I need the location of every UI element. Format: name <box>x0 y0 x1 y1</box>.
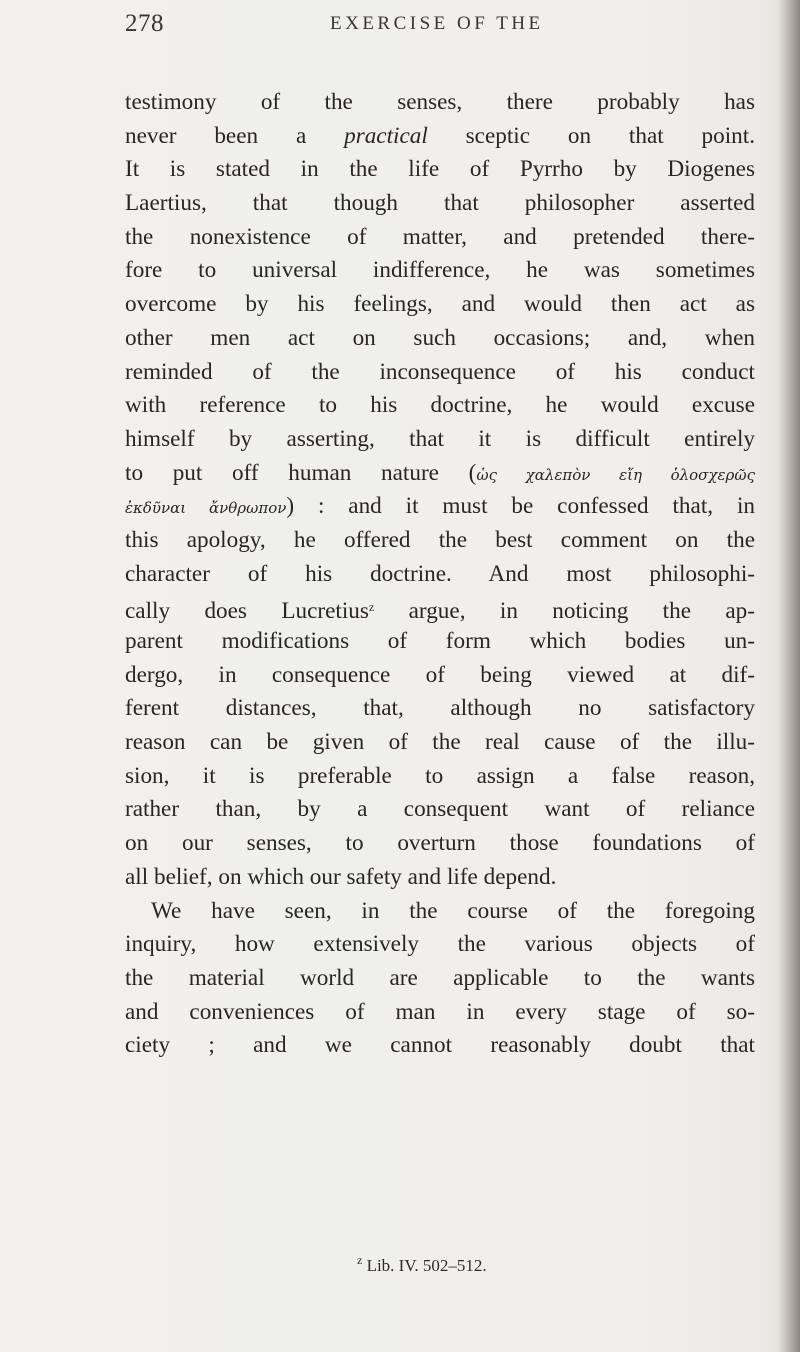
greek-quote: ἐκδῦναι ἄνθρωπον <box>125 499 287 518</box>
text-line: to put off human nature (ὡς χαλεπὸν εἴη ὁλοσχερῶς <box>125 459 755 486</box>
text-line: and conveniences of man in every stage of so- <box>125 998 755 1025</box>
text-line: ferent distances, that, although no satisfactory <box>125 695 755 722</box>
text-line: fore to universal indifference, he was sometimes <box>125 257 755 284</box>
text-line: ciety ; and we cannot reasonably doubt that <box>125 1032 755 1059</box>
text-line: this apology, he offered the best comment on the <box>125 526 755 553</box>
page-number: 278 <box>125 10 164 37</box>
text-line: testimony of the senses, there probably has <box>125 89 755 115</box>
text-line: the nonexistence of matter, and pretended there- <box>125 223 755 250</box>
text-line: himself by asserting, that it is difficult entirely <box>125 425 755 452</box>
text-line: all belief, on which our safety and life depend. <box>125 863 557 890</box>
text-line: ἐκδῦναι ἄνθρωπον) : and it must be confessed that, in <box>125 493 755 520</box>
emphasis-text: practical <box>344 122 428 149</box>
footnote-text: Lib. IV. 502–512. <box>362 1256 487 1275</box>
text-line: Laertius, that though that philosopher asserted <box>125 190 755 217</box>
text-line: inquiry, how extensively the various objects of <box>125 931 755 958</box>
text-line: sion, it is preferable to assign a false reason, <box>125 762 755 789</box>
page-header <box>0 10 800 50</box>
text-line: character of his doctrine. And most philosophi- <box>125 560 755 587</box>
footnote-marker: z <box>368 600 375 615</box>
footnote <box>357 1253 487 1276</box>
greek-quote: ὡς χαλεπὸν εἴη ὁλοσχερῶς <box>476 465 755 484</box>
text-line: It is stated in the life of Pyrrho by Diogenes <box>125 156 755 183</box>
text-line: We have seen, in the course of the foregoing <box>151 897 755 924</box>
text-line: the material world are applicable to the wants <box>125 964 755 991</box>
body-text <box>125 86 755 1063</box>
text-line: never been a practical sceptic on that point. <box>125 122 755 149</box>
text-line: parent modifications of form which bodies un- <box>125 628 755 654</box>
text-line: other men act on such occasions; and, when <box>125 324 755 351</box>
text-line: reminded of the inconsequence of his conduct <box>125 358 755 385</box>
text-line: reason can be given of the real cause of the illu- <box>125 729 755 756</box>
text-line: on our senses, to overturn those foundations of <box>125 830 755 857</box>
footnote-marker: z <box>357 1253 363 1267</box>
page-edge-shadow <box>778 0 800 1352</box>
text-line: dergo, in consequence of being viewed at dif- <box>125 661 755 688</box>
text-line: overcome by his feelings, and would then act as <box>125 291 755 318</box>
running-head: EXERCISE OF THE <box>330 13 544 34</box>
text-line: cally does Lucretius$^z$ argue, in noticing the ap- <box>125 598 755 625</box>
text-line: rather than, by a consequent want of reliance <box>125 796 755 823</box>
text-line: with reference to his doctrine, he would excuse <box>125 392 755 419</box>
